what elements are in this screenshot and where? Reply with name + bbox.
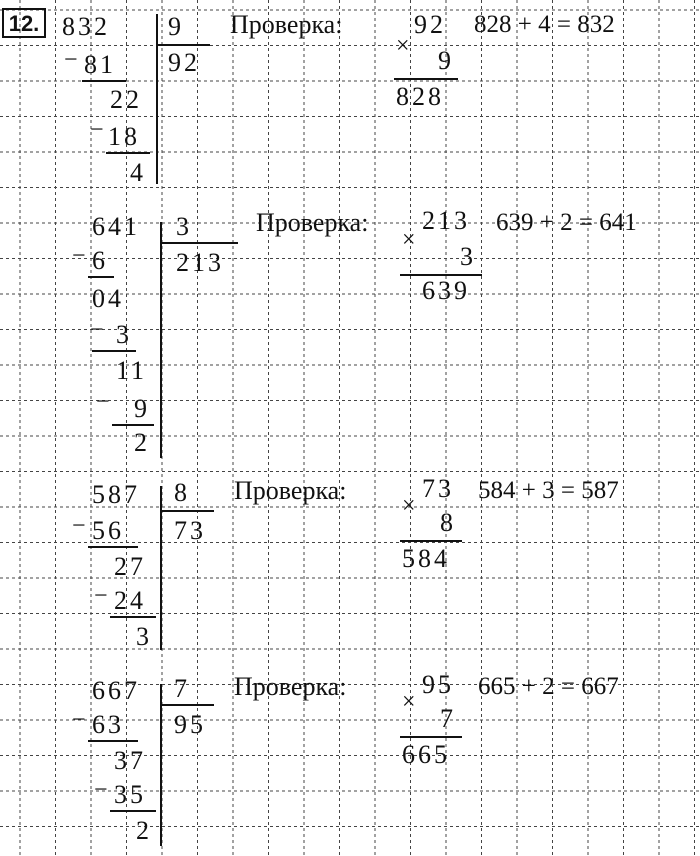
minus-sign: −	[72, 243, 86, 269]
subtrahend: 63	[92, 710, 124, 739]
check-label: Проверка:	[234, 672, 347, 701]
times-sign: ×	[402, 227, 416, 253]
minus-sign: −	[96, 389, 110, 415]
product-underline	[400, 540, 462, 542]
check-equation: 584 + 3 = 587	[478, 477, 619, 504]
minus-sign: −	[64, 47, 78, 73]
step-underline	[112, 424, 154, 426]
dividend: 587	[92, 480, 140, 509]
step-underline	[88, 546, 138, 548]
check-label: Проверка:	[256, 208, 369, 237]
divisor: 9	[168, 12, 184, 41]
divisor-underline	[162, 704, 214, 706]
check-equation: 828 + 4 = 832	[474, 11, 615, 38]
times-sign: ×	[396, 33, 410, 59]
dividend: 832	[62, 12, 110, 41]
final-remainder: 3	[136, 622, 152, 651]
subtrahend: 3	[116, 320, 132, 349]
multiplier: 7	[440, 704, 456, 733]
division-bar	[160, 684, 162, 846]
final-remainder: 4	[130, 158, 146, 187]
multiplicand: 73	[422, 474, 454, 503]
minus-sign: −	[72, 707, 86, 733]
minus-sign: −	[94, 777, 108, 803]
product: 584	[402, 544, 450, 573]
final-remainder: 2	[134, 428, 150, 457]
subtrahend: 56	[92, 516, 124, 545]
check-equation: 639 + 2 = 641	[496, 209, 637, 236]
product-underline	[394, 78, 458, 80]
dividend: 641	[92, 212, 140, 241]
divisor-underline	[162, 510, 214, 512]
divisor: 8	[174, 478, 190, 507]
subtrahend: 81	[84, 50, 116, 79]
divisor-underline	[162, 242, 238, 244]
divisor: 3	[176, 212, 192, 241]
quotient: 92	[168, 48, 200, 77]
minus-sign: −	[94, 583, 108, 609]
minus-sign: −	[90, 117, 104, 143]
step-underline	[110, 810, 156, 812]
remainder-step: 37	[114, 746, 146, 775]
remainder-step: 27	[114, 552, 146, 581]
remainder-step: 11	[116, 356, 148, 385]
product-underline	[400, 736, 462, 738]
divisor-underline	[158, 44, 210, 46]
step-underline	[110, 616, 156, 618]
product: 639	[422, 276, 470, 305]
multiplicand: 213	[422, 206, 470, 235]
subtrahend: 9	[134, 394, 150, 423]
check-label: Проверка:	[230, 10, 343, 39]
minus-sign: −	[72, 513, 86, 539]
division-bar	[160, 222, 162, 458]
subtrahend: 24	[114, 586, 146, 615]
times-sign: ×	[402, 689, 416, 715]
quotient: 95	[174, 710, 206, 739]
division-bar	[156, 14, 158, 184]
multiplicand: 92	[414, 10, 446, 39]
subtrahend: 18	[108, 122, 140, 151]
subtrahend: 35	[114, 780, 146, 809]
multiplicand: 95	[422, 670, 454, 699]
quotient: 73	[174, 516, 206, 545]
multiplier: 8	[440, 508, 456, 537]
step-underline	[106, 152, 150, 154]
step-underline	[82, 80, 126, 82]
task-number: 12.	[2, 8, 46, 38]
quotient: 213	[176, 248, 224, 277]
divisor: 7	[174, 674, 190, 703]
check-label: Проверка:	[234, 476, 347, 505]
minus-sign: −	[90, 317, 104, 343]
remainder-step: 22	[110, 85, 142, 114]
step-underline	[92, 350, 136, 352]
dividend: 667	[92, 676, 140, 705]
remainder-step: 04	[92, 284, 124, 313]
product: 665	[402, 740, 450, 769]
product: 828	[396, 82, 444, 111]
step-underline	[88, 276, 114, 278]
times-sign: ×	[402, 493, 416, 519]
step-underline	[88, 740, 138, 742]
multiplier: 9	[438, 46, 454, 75]
check-equation: 665 + 2 = 667	[478, 673, 619, 700]
final-remainder: 2	[136, 816, 152, 845]
multiplier: 3	[460, 242, 476, 271]
subtrahend: 6	[92, 246, 108, 275]
